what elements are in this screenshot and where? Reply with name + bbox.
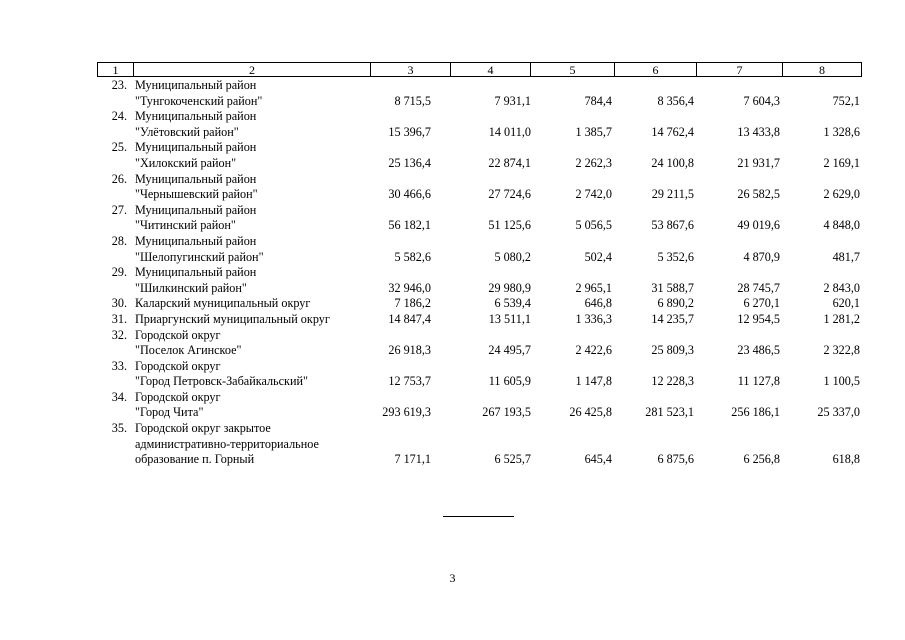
value-col-4: 7 931,1 <box>494 93 531 108</box>
row-line <box>97 265 861 281</box>
row-line <box>97 452 861 468</box>
row-number: 28. <box>111 233 127 248</box>
municipality-name: административно-территориальное <box>135 436 319 451</box>
row-line <box>97 140 861 156</box>
table-row <box>97 390 861 421</box>
value-col-6: 8 356,4 <box>657 93 694 108</box>
separator-line <box>443 516 514 517</box>
value-col-8: 752,1 <box>832 93 860 108</box>
value-col-4: 14 011,0 <box>488 124 531 139</box>
municipality-name: Муниципальный район <box>135 109 257 124</box>
value-col-3: 14 847,4 <box>388 311 431 326</box>
value-col-5: 2 262,3 <box>575 155 612 170</box>
municipality-name: Муниципальный район <box>135 78 257 92</box>
row-line <box>97 203 861 219</box>
header-col-3: 3 <box>371 63 451 77</box>
row-number: 33. <box>111 358 127 373</box>
column-number-header <box>97 62 862 77</box>
row-number: 34. <box>111 389 127 404</box>
value-col-6: 6 875,6 <box>657 452 694 467</box>
value-col-3: 56 182,1 <box>388 218 431 233</box>
value-col-5: 1 336,3 <box>575 311 612 326</box>
value-col-5: 645,4 <box>584 452 612 467</box>
row-line <box>97 374 861 390</box>
value-col-4: 27 724,6 <box>488 187 531 202</box>
value-col-3: 293 619,3 <box>382 405 431 420</box>
value-col-7: 28 745,7 <box>737 280 780 295</box>
municipality-name: "Улётовский район" <box>135 124 239 139</box>
municipality-name: Городской округ закрытое <box>135 421 271 436</box>
value-col-3: 15 396,7 <box>388 124 431 139</box>
row-line <box>97 405 861 421</box>
value-col-6: 14 762,4 <box>651 124 694 139</box>
row-line <box>97 390 861 406</box>
value-col-6: 29 211,5 <box>651 187 694 202</box>
value-col-6: 53 867,6 <box>651 218 694 233</box>
value-col-4: 22 874,1 <box>488 155 531 170</box>
table-row <box>97 234 861 265</box>
value-col-3: 7 171,1 <box>394 452 431 467</box>
value-col-4: 6 525,7 <box>494 452 531 467</box>
row-number: 30. <box>111 296 127 311</box>
table-row <box>97 78 861 109</box>
value-col-5: 646,8 <box>584 296 612 311</box>
value-col-5: 502,4 <box>584 249 612 264</box>
row-line <box>97 328 861 344</box>
header-col-7: 7 <box>697 63 783 77</box>
municipality-name: "Город Петровск-Забайкальский" <box>135 374 308 389</box>
value-col-3: 12 753,7 <box>388 374 431 389</box>
table-row <box>97 421 861 468</box>
value-col-5: 2 965,1 <box>575 280 612 295</box>
row-line <box>97 343 861 359</box>
value-col-4: 267 193,5 <box>482 405 531 420</box>
table-row <box>97 203 861 234</box>
row-line <box>97 125 861 141</box>
value-col-6: 281 523,1 <box>645 405 694 420</box>
table-row <box>97 328 861 359</box>
header-col-2: 2 <box>134 63 371 77</box>
row-line <box>97 109 861 125</box>
value-col-5: 1 385,7 <box>575 124 612 139</box>
value-col-3: 8 715,5 <box>394 93 431 108</box>
value-col-6: 14 235,7 <box>651 311 694 326</box>
value-col-5: 1 147,8 <box>575 374 612 389</box>
row-line <box>97 359 861 375</box>
municipality-name: образование п. Горный <box>135 452 255 467</box>
row-number: 31. <box>111 311 127 326</box>
value-col-6: 5 352,6 <box>657 249 694 264</box>
municipality-name: "Поселок Агинское" <box>135 343 242 358</box>
value-col-4: 6 539,4 <box>494 296 531 311</box>
value-col-7: 6 256,8 <box>743 452 780 467</box>
value-col-6: 25 809,3 <box>651 343 694 358</box>
row-line <box>97 421 861 437</box>
municipality-name: Муниципальный район <box>135 171 257 186</box>
header-col-1: 1 <box>98 63 134 77</box>
value-col-4: 13 511,1 <box>488 311 531 326</box>
municipality-name: "Чернышевский район" <box>135 187 258 202</box>
municipality-name: Муниципальный район <box>135 265 257 280</box>
municipality-name: "Хилокский район" <box>135 155 237 170</box>
row-number: 23. <box>111 78 127 92</box>
row-line <box>97 437 861 453</box>
value-col-7: 26 582,5 <box>737 187 780 202</box>
row-number: 25. <box>111 140 127 155</box>
value-col-8: 618,8 <box>832 452 860 467</box>
value-col-5: 5 056,5 <box>575 218 612 233</box>
municipality-name: Городской округ <box>135 358 221 373</box>
row-line <box>97 94 861 110</box>
row-line <box>97 156 861 172</box>
header-col-4: 4 <box>451 63 531 77</box>
value-col-4: 29 980,9 <box>488 280 531 295</box>
row-line <box>97 296 861 312</box>
data-table-body <box>97 78 861 468</box>
row-number: 32. <box>111 327 127 342</box>
table-row <box>97 109 861 140</box>
value-col-8: 4 848,0 <box>823 218 860 233</box>
value-col-4: 51 125,6 <box>488 218 531 233</box>
table-row <box>97 312 861 328</box>
value-col-5: 26 425,8 <box>569 405 612 420</box>
value-col-8: 481,7 <box>832 249 860 264</box>
municipality-name: Приаргунский муниципальный округ <box>135 311 330 326</box>
municipality-name: Муниципальный район <box>135 202 257 217</box>
value-col-8: 2 629,0 <box>823 187 860 202</box>
value-col-7: 21 931,7 <box>737 155 780 170</box>
value-col-7: 11 127,8 <box>737 374 780 389</box>
row-line <box>97 250 861 266</box>
municipality-name: Городской округ <box>135 389 221 404</box>
value-col-8: 620,1 <box>832 296 860 311</box>
value-col-6: 12 228,3 <box>651 374 694 389</box>
value-col-8: 1 328,6 <box>823 124 860 139</box>
header-col-8: 8 <box>783 63 862 77</box>
row-number: 35. <box>111 421 127 436</box>
value-col-4: 11 605,9 <box>488 374 531 389</box>
row-line <box>97 234 861 250</box>
municipality-name: "Шелопугинский район" <box>135 249 264 264</box>
municipality-name: "Тунгокоченский район" <box>135 93 263 108</box>
value-col-6: 24 100,8 <box>651 155 694 170</box>
row-number: 24. <box>111 109 127 124</box>
table-row <box>97 172 861 203</box>
row-number: 26. <box>111 171 127 186</box>
header-col-6: 6 <box>615 63 697 77</box>
value-col-8: 2 322,8 <box>823 343 860 358</box>
value-col-4: 24 495,7 <box>488 343 531 358</box>
municipality-name: "Читинский район" <box>135 218 236 233</box>
municipality-name: Муниципальный район <box>135 233 257 248</box>
value-col-8: 1 281,2 <box>823 311 860 326</box>
municipality-name: Муниципальный район <box>135 140 257 155</box>
value-col-3: 26 918,3 <box>388 343 431 358</box>
value-col-7: 23 486,5 <box>737 343 780 358</box>
row-number: 27. <box>111 202 127 217</box>
value-col-7: 7 604,3 <box>743 93 780 108</box>
row-line <box>97 281 861 297</box>
table-row <box>97 140 861 171</box>
municipality-name: Городской округ <box>135 327 221 342</box>
value-col-6: 31 588,7 <box>651 280 694 295</box>
value-col-3: 30 466,6 <box>388 187 431 202</box>
value-col-5: 784,4 <box>584 93 612 108</box>
value-col-7: 13 433,8 <box>737 124 780 139</box>
value-col-8: 2 843,0 <box>823 280 860 295</box>
value-col-7: 12 954,5 <box>737 311 780 326</box>
table-row <box>97 265 861 296</box>
value-col-7: 6 270,1 <box>743 296 780 311</box>
row-number: 29. <box>111 265 127 280</box>
row-line <box>97 312 861 328</box>
value-col-5: 2 742,0 <box>575 187 612 202</box>
value-col-8: 2 169,1 <box>823 155 860 170</box>
value-col-3: 32 946,0 <box>388 280 431 295</box>
value-col-3: 5 582,6 <box>394 249 431 264</box>
value-col-4: 5 080,2 <box>494 249 531 264</box>
row-line <box>97 218 861 234</box>
row-line <box>97 187 861 203</box>
municipality-name: "Город Чита" <box>135 405 204 420</box>
value-col-5: 2 422,6 <box>575 343 612 358</box>
value-col-7: 49 019,6 <box>737 218 780 233</box>
value-col-7: 256 186,1 <box>731 405 780 420</box>
table-row <box>97 296 861 312</box>
row-line <box>97 78 861 94</box>
page-number: 3 <box>449 571 456 585</box>
value-col-6: 6 890,2 <box>657 296 694 311</box>
value-col-8: 1 100,5 <box>823 374 860 389</box>
table-row <box>97 359 861 390</box>
value-col-7: 4 870,9 <box>743 249 780 264</box>
header-col-5: 5 <box>531 63 615 77</box>
row-line <box>97 172 861 188</box>
value-col-8: 25 337,0 <box>817 405 860 420</box>
municipality-name: "Шилкинский район" <box>135 280 247 295</box>
value-col-3: 25 136,4 <box>388 155 431 170</box>
value-col-3: 7 186,2 <box>394 296 431 311</box>
municipality-name: Каларский муниципальный округ <box>135 296 311 311</box>
